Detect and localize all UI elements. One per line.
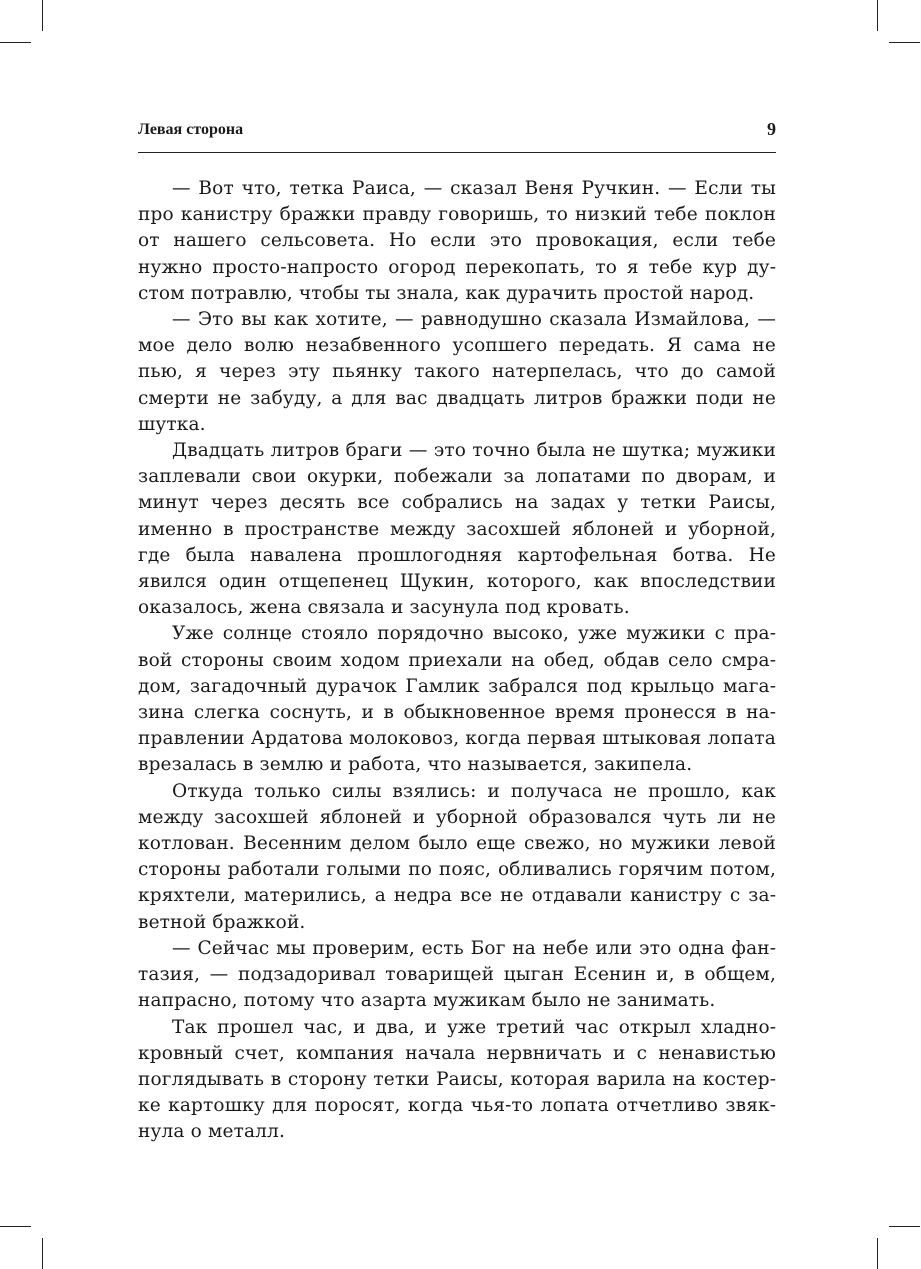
page-number: 9 (767, 119, 776, 139)
paragraph: Так прошел час, и два, и уже третий час открыл хладнокровный счет, компания начала нервничать и с ненавистью поглядывать в сторону тетки Раисы, которая варила на костерке картошку для поросят, когда чья-то лопата отчетливо звякнула о металл. (138, 1016, 776, 1143)
paragraph: — Сейчас мы проверим, есть Бог на небе или это одна фантазия, — подзадоривал товарищей цыган Есенин и, в общем, напрасно, потому что азарта мужикам было не занимать. (138, 937, 776, 1012)
crop-mark-top-left (42, 0, 43, 31)
paragraph: Уже солнце стояло порядочно высоко, уже мужики с правой стороны своим ходом приехали на обед, обдав село смрадом, загадочный дурачок Гамлик забрался под крыльцо магазина слегка соснуть, и в обыкновенное время пронесся в направлении Ардатова молоковоз, когда первая штыковая лопата врезалась в землю и работа, что называется, закипела. (138, 623, 776, 776)
crop-mark-top-right (877, 0, 878, 31)
crop-mark-bottom-left (42, 1238, 43, 1269)
crop-mark-top-left (0, 42, 31, 43)
crop-mark-bottom-right (889, 1226, 920, 1227)
body-text (138, 176, 776, 1146)
crop-mark-top-right (889, 42, 920, 43)
crop-mark-bottom-right (877, 1238, 878, 1269)
crop-mark-bottom-left (0, 1226, 31, 1227)
paragraph: — Это вы как хотите, — равнодушно сказала Измайлова, — мое дело волю незабвенного усопшего передать. Я сама не пью, я через эту пьянку такого натерпелась, что до самой смерти не забуду, а для вас двадцать литров бражки поди не шутка. (138, 309, 776, 435)
running-header (138, 118, 776, 153)
paragraph: Двадцать литров браги — это точно была не шутка; мужики заплевали свои окурки, побежали за лопатами по дворам, и минут через десять все собрались на задах у тетки Раисы, именно в пространстве между засохшей яблоней и уборной, где была навалена прошлогодняя картофельная ботва. Не явился один отщепенец Щукин, которого, как впоследствии оказалось, жена связала и засунула под кровать. (138, 440, 776, 619)
running-title: Левая сторона (138, 121, 244, 138)
paragraph: — Вот что, тетка Раиса, — сказал Веня Ручкин. — Если ты про канистру бражки правду говоришь, то низкий тебе поклон от нашего сельсовета. Но если это провокация, если тебе нужно просто-напросто огород перекопать, то я тебе кур дустом потравлю, чтобы ты знала, как дурачить простой народ. (138, 178, 776, 304)
paragraph: Откуда только силы взялись: и получаса не прошло, как между засохшей яблоней и уборной образовался чуть ли не котлован. Весенним делом было еще свежо, но мужики левой стороны работали голыми по пояс, обливались горячим потом, кряхтели, матерились, а недра все не отдавали канистру с заветной бражкой. (138, 780, 776, 933)
